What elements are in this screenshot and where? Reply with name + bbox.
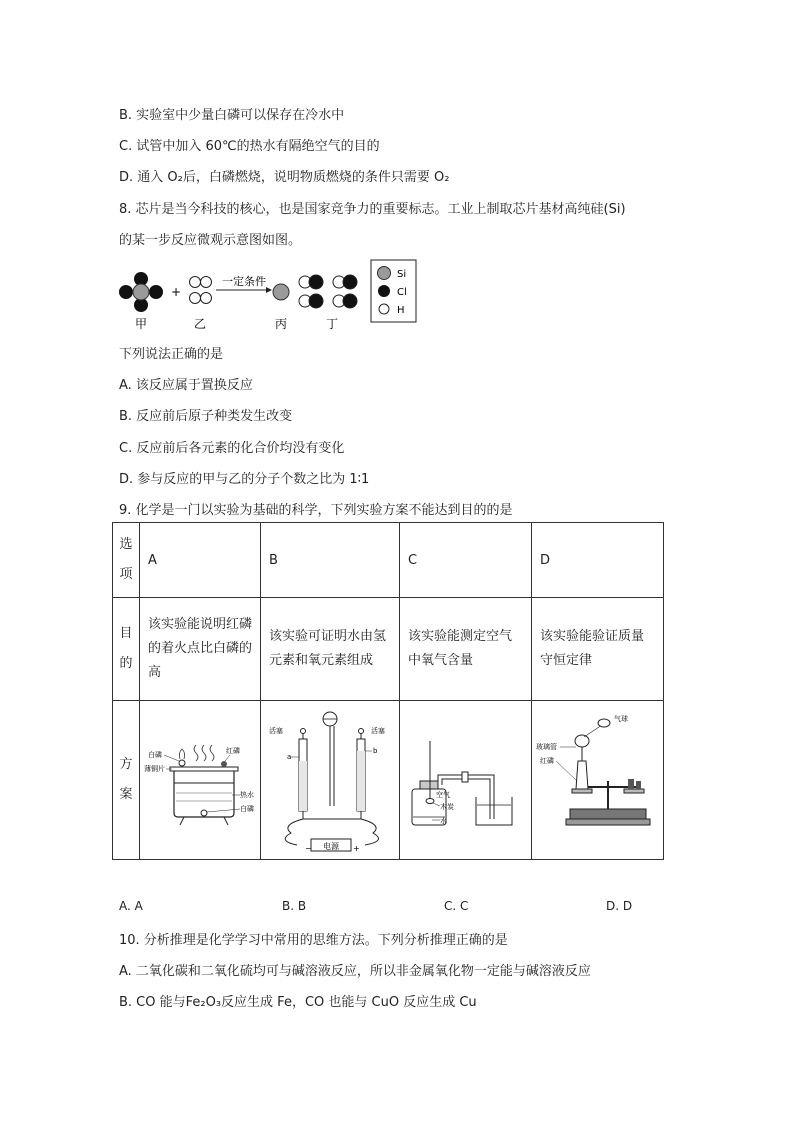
row-label-option: 选 项: [113, 523, 140, 598]
q10-option-a: A. 二氧化碳和二氧化硫均可与碱溶液反应，所以非金属氧化物一定能与碱溶液反应: [119, 964, 591, 979]
scheme-c-figure: [400, 701, 531, 855]
label-plus: +: [353, 844, 360, 853]
q7-option-c: C. 试管中加入 60℃的热水有隔绝空气的目的: [119, 139, 380, 154]
q8-option-d: D. 参与反应的甲与乙的分子个数之比为 1∶1: [119, 472, 370, 487]
col-c-header: C: [400, 523, 532, 598]
label-tube: 玻璃管: [536, 743, 557, 751]
scheme-b-figure: [261, 701, 399, 855]
q8-stem-line2: 的某一步反应微观示意图如图。: [119, 233, 302, 248]
label-minus: −: [305, 844, 312, 853]
reaction-diagram: [118, 258, 418, 334]
label-cock2: 活塞: [371, 727, 385, 735]
legend-h: H: [397, 305, 405, 316]
q7-option-b: B. 实验室中少量白磷可以保存在冷水中: [119, 108, 345, 123]
label-air: 空气: [436, 791, 450, 799]
purpose-a: 该实验能说明红磷的着火点比白磷的高: [140, 598, 261, 701]
q8-prompt: 下列说法正确的是: [119, 347, 224, 362]
label-balloon: 气球: [614, 715, 628, 723]
answer-b: B. B: [282, 899, 307, 913]
molecule-bing: [273, 284, 289, 300]
scheme-d-figure: [532, 701, 663, 855]
label-jia: 甲: [134, 317, 148, 331]
label-copper: 薄铜片: [144, 765, 165, 773]
answer-d: D. D: [606, 899, 633, 913]
label-b: b: [373, 747, 378, 755]
legend-cl: Cl: [397, 287, 407, 298]
molecule-jia: [119, 272, 163, 312]
q9-stem: 9. 化学是一门以实验为基础的科学，下列实验方案不能达到目的的是: [119, 503, 513, 518]
scheme-a-cell: [140, 701, 261, 860]
row-label-scheme: 方 案: [113, 701, 140, 860]
experiment-table: [112, 522, 664, 860]
table-row-purpose: [113, 598, 664, 701]
scheme-b-cell: [261, 701, 400, 860]
purpose-d: 该实验能验证质量守恒定律: [532, 598, 664, 701]
q10-stem: 10. 分析推理是化学学习中常用的思维方法。下列分析推理正确的是: [119, 933, 508, 948]
legend-si: Si: [397, 269, 407, 280]
plus-sign: +: [170, 285, 182, 299]
label-yi: 乙: [193, 317, 207, 331]
label-water: 水: [440, 817, 447, 825]
scheme-c-cell: [400, 701, 532, 860]
label-ding: 丁: [325, 317, 339, 331]
scheme-d-cell: [532, 701, 664, 860]
label-power: 电源: [323, 842, 339, 851]
label-charcoal: 木炭: [440, 803, 454, 811]
label-bing: 丙: [274, 317, 288, 331]
label-white-p2: 白磷: [240, 805, 254, 813]
label-white-p: 白磷: [148, 751, 162, 759]
q8-option-c: C. 反应前后各元素的化合价均没有变化: [119, 441, 345, 456]
col-d-header: D: [532, 523, 664, 598]
row-label-purpose: 目 的: [113, 598, 140, 701]
q7-option-d: D. 通入 O₂后，白磷燃烧，说明物质燃烧的条件只需要 O₂: [119, 170, 450, 185]
col-b-header: B: [261, 523, 400, 598]
label-red-p: 红磷: [226, 747, 240, 755]
scheme-a-figure: [140, 701, 260, 855]
purpose-b: 该实验可证明水由氢元素和氧元素组成: [261, 598, 400, 701]
table-row-header: [113, 523, 664, 598]
label-red-p-d: 红磷: [540, 757, 554, 765]
col-a-header: A: [140, 523, 261, 598]
q8-option-a: A. 该反应属于置换反应: [119, 378, 253, 393]
reaction-condition: 一定条件: [222, 275, 266, 288]
answer-a: A. A: [119, 899, 143, 913]
molecule-ding: [299, 275, 357, 308]
label-cock1: 活塞: [269, 727, 283, 735]
table-row-scheme: [113, 701, 664, 860]
q10-option-b: B. CO 能与Fe₂O₃反应生成 Fe，CO 也能与 CuO 反应生成 Cu: [119, 995, 477, 1010]
legend-box: [371, 260, 416, 322]
label-a: a: [287, 753, 292, 761]
label-hot-water: 热水: [240, 791, 254, 799]
q8-stem-line1: 8. 芯片是当今科技的核心，也是国家竞争力的重要标志。工业上制取芯片基材高纯硅(Si): [119, 202, 626, 217]
answer-c: C. C: [444, 899, 469, 913]
molecule-yi: [190, 277, 212, 304]
q8-option-b: B. 反应前后原子种类发生改变: [119, 409, 293, 424]
purpose-c: 该实验能测定空气中氧气含量: [400, 598, 532, 701]
